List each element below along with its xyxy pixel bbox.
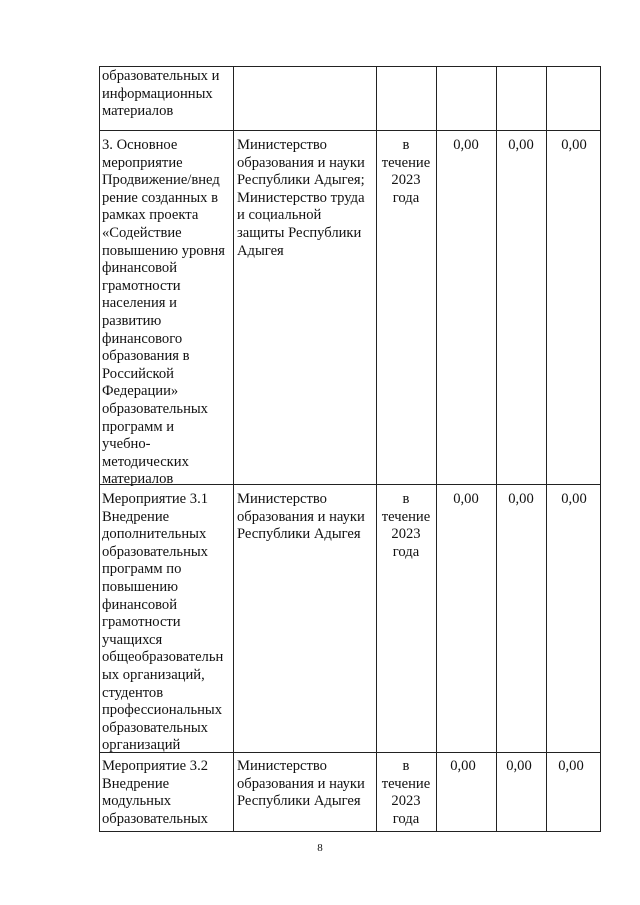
executor-cell: Министерство образования и науки Республики Адыгея: [237, 491, 365, 543]
value-cell: 0,00: [561, 137, 587, 153]
executor-cell: Министерство образования и науки Республики Адыгея: [237, 758, 365, 810]
event-cell: 3. Основное мероприятие Продвижение/внед рение созданных в рамках проекта «Содействие повышению уровня финансовой грамотности населения и развитию финансового образования в Российской Федерации» образовательных программ и учебно- методических материалов: [102, 137, 225, 488]
value-cell: 0,00: [561, 491, 587, 507]
page-number: 8: [317, 842, 323, 854]
value-cell: 0,00: [453, 491, 479, 507]
term-cell: в течение 2023 года: [381, 758, 431, 827]
event-cell: Мероприятие 3.2 Внедрение модульных образовательных: [102, 758, 209, 827]
value-cell: 0,00: [506, 758, 532, 774]
term-cell: в течение 2023 года: [381, 491, 431, 560]
value-cell: 0,00: [453, 137, 479, 153]
value-cell: 0,00: [450, 758, 476, 774]
executor-cell: Министерство образования и науки Республики Адыгея; Министерство труда и социальной защиты Республики Адыгея: [237, 137, 365, 259]
event-cell: образовательных и информационных материалов: [102, 68, 220, 120]
value-cell: 0,00: [558, 758, 584, 774]
term-cell: в течение 2023 года: [381, 137, 431, 206]
event-cell: Мероприятие 3.1 Внедрение дополнительных образовательных программ по повышению финансовой грамотности учащихся общеобразовательн ых организаций, студентов профессиональных образовательных организаций: [102, 491, 224, 754]
value-cell: 0,00: [508, 137, 534, 153]
value-cell: 0,00: [508, 491, 534, 507]
